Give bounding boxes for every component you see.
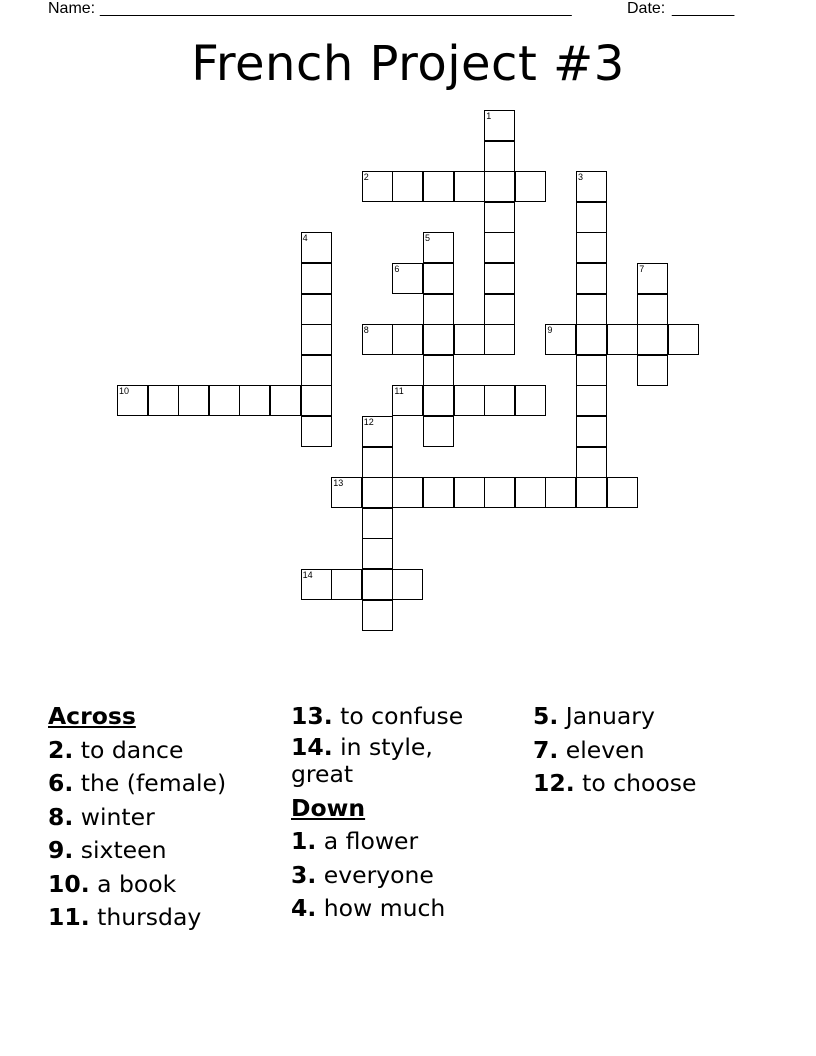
clue-column-2 xyxy=(291,700,526,926)
clue-text: winter xyxy=(80,802,155,831)
crossword-cell[interactable] xyxy=(362,569,393,600)
crossword-cell[interactable] xyxy=(301,294,332,325)
crossword-cell[interactable] xyxy=(362,538,393,569)
clue-across-6 xyxy=(48,767,283,801)
crossword-cell[interactable] xyxy=(362,477,393,508)
crossword-cell[interactable] xyxy=(209,385,240,416)
clue-text: eleven xyxy=(565,735,645,764)
crossword-cell[interactable] xyxy=(301,263,332,294)
crossword-cell[interactable] xyxy=(423,232,454,263)
clue-down-4 xyxy=(291,892,526,926)
crossword-cell[interactable] xyxy=(301,569,332,600)
crossword-cell[interactable] xyxy=(362,416,393,447)
crossword-cell[interactable] xyxy=(576,171,607,202)
crossword-cell[interactable] xyxy=(607,324,638,355)
crossword-cell[interactable] xyxy=(454,171,485,202)
crossword-cell[interactable] xyxy=(484,294,515,325)
clue-text: a flower xyxy=(323,827,419,855)
crossword-cell[interactable] xyxy=(637,294,668,325)
crossword-cell[interactable] xyxy=(301,232,332,263)
clue-text: thursday xyxy=(97,903,202,931)
crossword-cell[interactable] xyxy=(362,171,393,202)
clue-start-number: 6 xyxy=(394,264,400,274)
crossword-cell[interactable] xyxy=(515,477,546,508)
crossword-cell[interactable] xyxy=(178,385,209,416)
crossword-cell[interactable] xyxy=(331,569,362,600)
crossword-cell[interactable] xyxy=(484,202,515,233)
clue-start-number: 5 xyxy=(425,233,431,244)
clue-number: 7. xyxy=(533,735,559,764)
crossword-cell[interactable] xyxy=(301,385,332,416)
clue-number: 13. xyxy=(291,702,333,730)
crossword-cell[interactable] xyxy=(576,385,607,416)
clue-start-number: 13 xyxy=(333,478,344,489)
crossword-cell[interactable] xyxy=(484,263,515,294)
crossword-cell[interactable] xyxy=(454,385,485,416)
crossword-cell[interactable] xyxy=(148,385,179,416)
page-title: French Project #3 xyxy=(191,36,625,92)
clue-start-number: 11 xyxy=(394,386,404,397)
crossword-cell[interactable] xyxy=(392,324,423,355)
crossword-cell[interactable] xyxy=(515,385,546,416)
clue-number: 4. xyxy=(291,894,317,922)
crossword-cell[interactable] xyxy=(423,324,454,355)
clue-text: January xyxy=(565,702,655,730)
date-field-line[interactable]: _______ xyxy=(672,0,735,17)
crossword-cell[interactable] xyxy=(576,202,607,233)
crossword-cell[interactable] xyxy=(668,324,699,355)
clue-start-number: 8 xyxy=(363,325,369,336)
crossword-cell[interactable] xyxy=(362,447,393,478)
clue-start-number: 14 xyxy=(302,570,313,580)
crossword-cell[interactable] xyxy=(484,141,515,172)
crossword-cell[interactable] xyxy=(545,324,576,355)
clue-start-number: 10 xyxy=(119,386,130,397)
clue-down-3 xyxy=(291,859,526,893)
clue-across-13 xyxy=(291,700,526,734)
date-label: Date: xyxy=(627,0,666,17)
crossword-cell[interactable] xyxy=(362,508,393,539)
clue-start-number: 2 xyxy=(363,172,369,183)
crossword-cell[interactable] xyxy=(392,569,423,600)
name-label: Name: xyxy=(48,0,96,17)
crossword-cell[interactable] xyxy=(270,385,301,416)
crossword-cell[interactable] xyxy=(392,385,423,416)
crossword-cell[interactable] xyxy=(301,355,332,386)
crossword-cell[interactable] xyxy=(637,324,668,355)
clue-down-7 xyxy=(533,734,768,768)
clue-number: 12. xyxy=(533,769,575,797)
crossword-cell[interactable] xyxy=(423,171,454,202)
crossword-cell[interactable] xyxy=(576,232,607,263)
across-heading: Across xyxy=(48,702,136,730)
crossword-cell[interactable] xyxy=(239,385,270,416)
clue-number: 1. xyxy=(291,827,317,855)
clue-start-number: 1 xyxy=(486,111,492,121)
crossword-cell[interactable] xyxy=(576,416,607,447)
crossword-cell[interactable] xyxy=(576,447,607,478)
clue-text: to dance xyxy=(80,735,184,764)
crossword-cell[interactable] xyxy=(576,263,607,294)
crossword-cell[interactable] xyxy=(392,477,423,508)
crossword-cell[interactable] xyxy=(423,263,454,294)
clue-text: in style, great xyxy=(291,732,433,788)
clue-text: to choose xyxy=(582,769,697,797)
crossword-cell[interactable] xyxy=(484,324,515,355)
crossword-cell[interactable] xyxy=(637,263,668,294)
clue-column-3 xyxy=(533,700,768,801)
clue-number: 11. xyxy=(48,903,90,931)
crossword-cell[interactable] xyxy=(607,477,638,508)
crossword-cell[interactable] xyxy=(576,355,607,386)
crossword-cell[interactable] xyxy=(515,171,546,202)
crossword-cell[interactable] xyxy=(301,416,332,447)
crossword-cell[interactable] xyxy=(484,110,515,141)
clue-down-12 xyxy=(533,767,768,801)
clue-across-2 xyxy=(48,734,283,768)
crossword-cell[interactable] xyxy=(576,324,607,355)
clue-text: how much xyxy=(323,894,446,922)
clue-across-9 xyxy=(48,834,283,868)
crossword-cell[interactable] xyxy=(545,477,576,508)
clue-text: sixteen xyxy=(80,836,167,864)
crossword-cell[interactable] xyxy=(484,232,515,263)
crossword-cell[interactable] xyxy=(637,355,668,386)
clue-start-number: 7 xyxy=(639,264,645,274)
crossword-cell[interactable] xyxy=(484,385,515,416)
crossword-cell[interactable] xyxy=(454,324,485,355)
clue-start-number: 9 xyxy=(547,325,553,336)
clue-number: 9. xyxy=(48,836,74,864)
crossword-cell[interactable] xyxy=(117,385,148,416)
name-field-line[interactable]: _____________________________________________________ xyxy=(100,0,572,17)
crossword-cell[interactable] xyxy=(423,355,454,386)
clue-number: 10. xyxy=(48,869,90,898)
clue-across-10 xyxy=(48,868,283,902)
clue-down-5 xyxy=(533,700,768,734)
crossword-cell[interactable] xyxy=(423,416,454,447)
crossword-cell[interactable] xyxy=(362,600,393,631)
clue-number: 3. xyxy=(291,860,317,889)
crossword-cell[interactable] xyxy=(301,324,332,355)
crossword-cell[interactable] xyxy=(331,477,362,508)
clue-down-1 xyxy=(291,825,526,859)
crossword-cell[interactable] xyxy=(484,477,515,508)
crossword-cell[interactable] xyxy=(423,385,454,416)
crossword-cell[interactable] xyxy=(423,294,454,325)
clue-start-number: 4 xyxy=(302,233,308,244)
crossword-cell[interactable] xyxy=(576,477,607,508)
clue-across-11 xyxy=(48,901,283,935)
clue-text: a book xyxy=(97,869,177,898)
crossword-cell[interactable] xyxy=(484,171,515,202)
clue-start-number: 3 xyxy=(578,172,584,183)
clue-start-number: 12 xyxy=(363,417,374,427)
clue-number: 2. xyxy=(48,735,74,764)
clue-across-14 xyxy=(291,734,471,792)
clue-number: 8. xyxy=(48,802,74,831)
crossword-cell[interactable] xyxy=(362,324,393,355)
clue-number: 6. xyxy=(48,769,74,797)
clue-text: everyone xyxy=(323,860,434,889)
clue-number: 5. xyxy=(533,702,559,730)
crossword-cell[interactable] xyxy=(423,477,454,508)
clue-across-8 xyxy=(48,801,283,835)
clue-text: the (female) xyxy=(80,769,227,797)
clue-number: 14. xyxy=(291,732,333,761)
clue-text: to confuse xyxy=(340,702,464,730)
crossword-cell[interactable] xyxy=(454,477,485,508)
down-heading: Down xyxy=(291,793,366,822)
crossword-cell[interactable] xyxy=(392,263,423,294)
clue-column-1 xyxy=(48,700,283,935)
crossword-cell[interactable] xyxy=(392,171,423,202)
crossword-cell[interactable] xyxy=(576,294,607,325)
